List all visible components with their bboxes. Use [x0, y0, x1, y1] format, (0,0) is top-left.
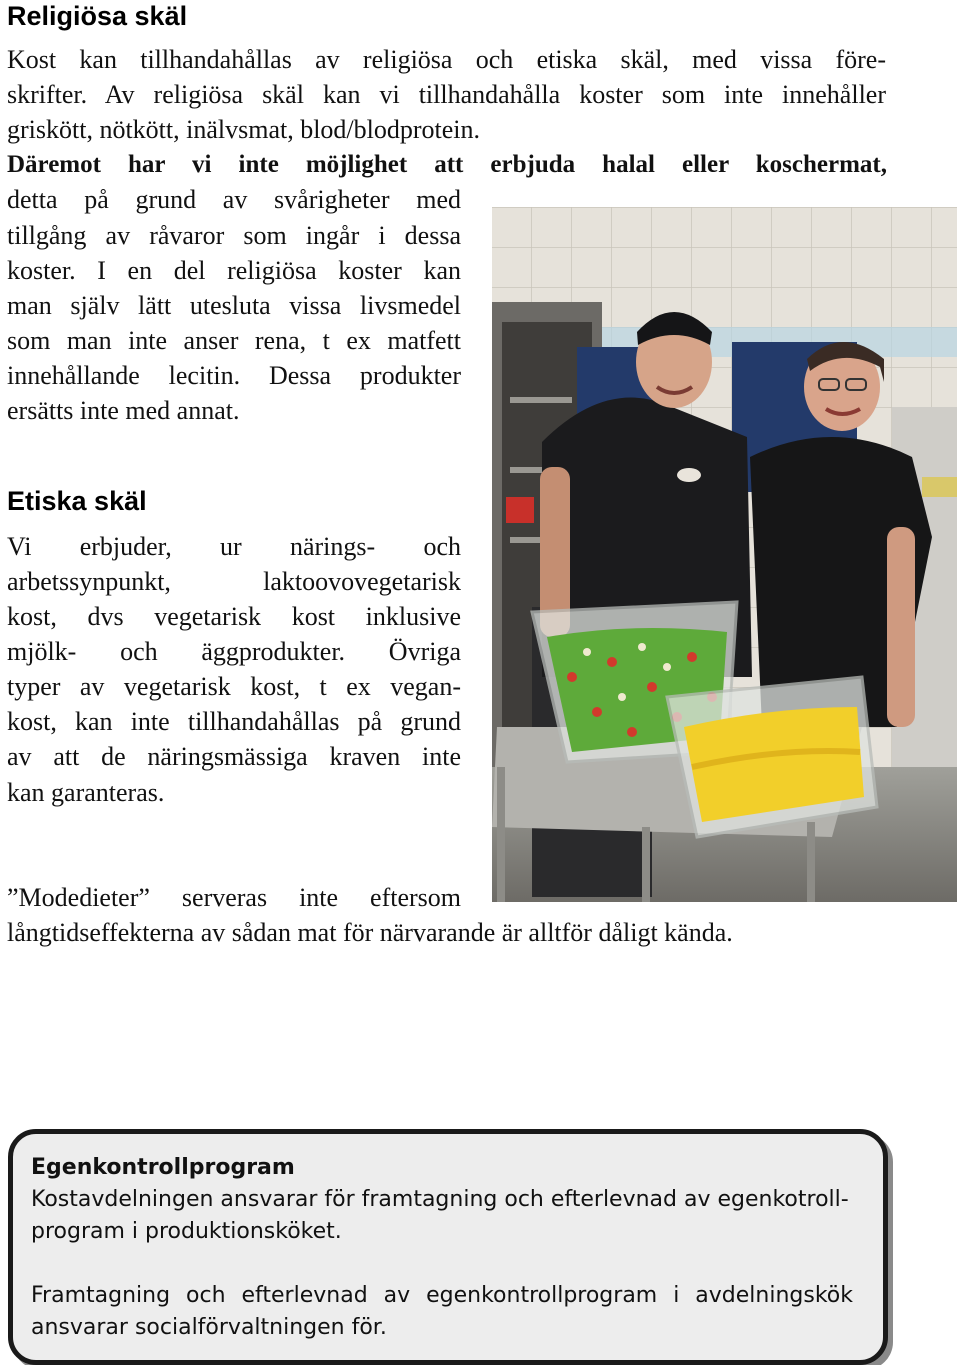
info-box-title: Egenkontrollprogram [31, 1155, 295, 1180]
ethical-line-8: kan garanteras. [7, 778, 165, 807]
info-box-line-2: program i produktionsköket. [31, 1219, 342, 1244]
religious-wrap-3: koster. I en del religiösa koster kan [7, 256, 461, 285]
info-box-para2-line-2: ansvarar socialförvaltningen för. [31, 1315, 387, 1340]
religious-wrap-7: ersätts inte med annat. [7, 396, 240, 425]
religious-wrap-1: detta på grund av svårigheter med [7, 185, 461, 214]
ethical-line-3: kost, dvs vegetarisk kost inklusive [7, 602, 461, 631]
religious-wrap-2: tillgång av råvaror som ingår i dessa [7, 221, 461, 250]
heading-religious: Religiösa skäl [7, 1, 188, 31]
religious-line-3: griskött, nötkött, inälvsmat, blod/blodprotein. [7, 115, 481, 144]
info-box-line-1: Kostavdelningen ansvarar för framtagning och efterlevnad av egenkotroll- [31, 1187, 849, 1212]
heading-ethical: Etiska skäl [7, 486, 147, 516]
info-box-para2-line-1: Framtagning och efterlevnad av egenkontrollprogram i avdelningskök [31, 1283, 853, 1308]
ethical-line-2: arbetssynpunkt, laktoovovegetarisk [7, 567, 461, 596]
ethical-line-6: kost, kan inte tillhandahållas på grund [7, 707, 461, 736]
religious-wrap-4: man själv lätt utesluta vissa livsmedel [7, 291, 461, 320]
fad-diets-line-1: ”Modedieter” serveras inte eftersom [7, 883, 461, 912]
kitchen-staff-photo [492, 207, 957, 902]
fad-diets-line-2: långtidseffekterna av sådan mat för närvarande är alltför dåligt kända. [7, 918, 733, 947]
ethical-line-1: Vi erbjuder, ur närings- och [7, 532, 461, 561]
religious-bold-line: Däremot har vi inte möjlighet att erbjuda halal eller koschermat, [7, 151, 887, 178]
religious-wrap-5: som man inte anser rena, t ex matfett [7, 326, 461, 355]
ethical-line-4: mjölk- och äggprodukter. Övriga [7, 637, 461, 666]
religious-line-1: Kost kan tillhandahållas av religiösa och etiska skäl, med vissa före- [7, 45, 886, 74]
religious-line-2: skrifter. Av religiösa skäl kan vi tillhandahålla koster som inte innehåller [7, 80, 886, 109]
ethical-line-5: typer av vegetarisk kost, t ex vegan- [7, 672, 461, 701]
religious-wrap-6: innehållande lecitin. Dessa produkter [7, 361, 461, 390]
info-box [8, 1129, 888, 1365]
ethical-line-7: av att de näringsmässiga kraven inte [7, 742, 461, 771]
